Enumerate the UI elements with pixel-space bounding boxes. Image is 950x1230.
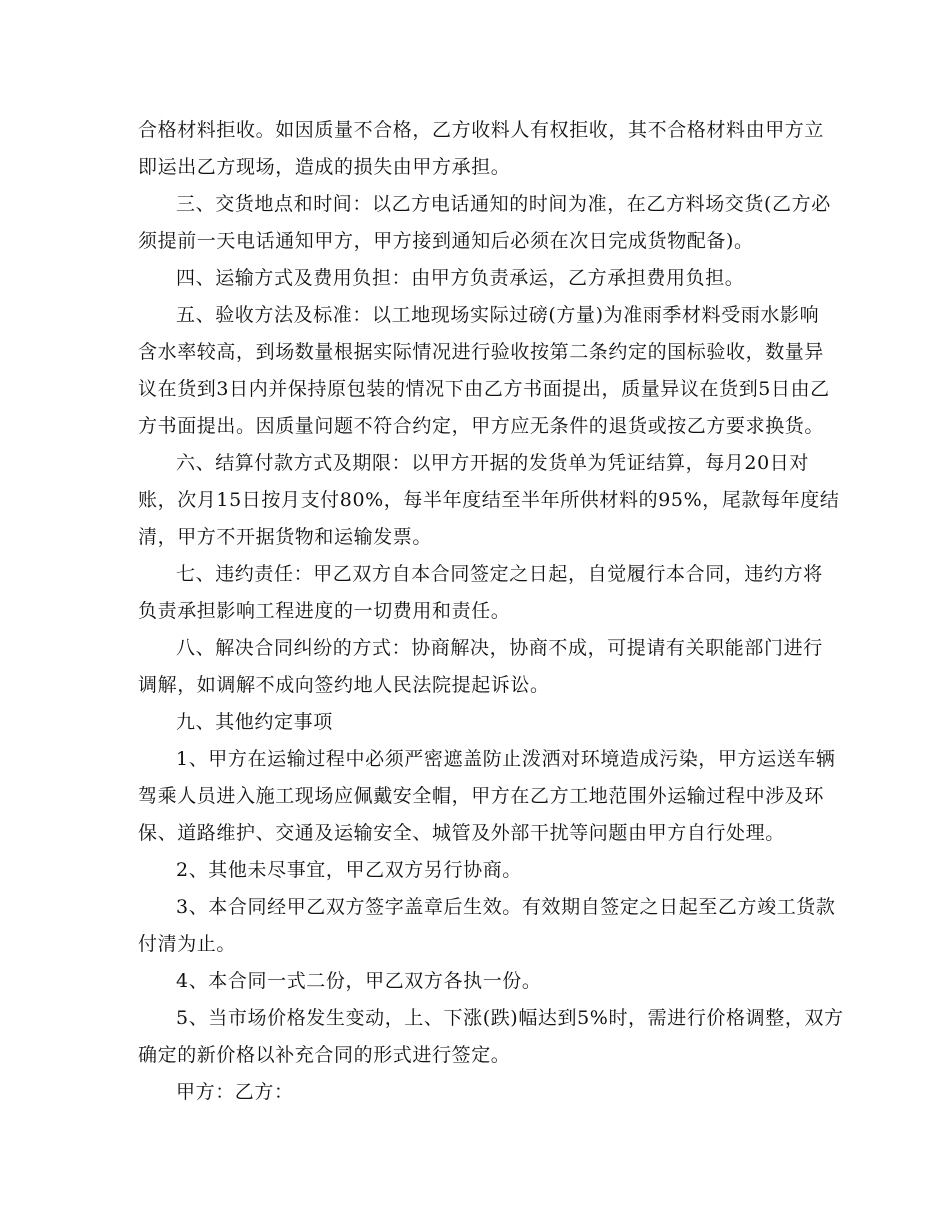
text-line: 须提前一天电话通知甲方，甲方接到通知后必须在次日完成货物配备)。 — [138, 230, 754, 252]
signature-line: 甲方：乙方： — [176, 1081, 294, 1103]
clause-7-line: 七、违约责任：甲乙双方自本合同签定之日起，自觉履行本合同，违约方将 — [176, 563, 823, 585]
text-line: 账，次月15日按月支付80%，每半年度结至半年所供材料的95%，尾款每年度结 — [138, 489, 840, 511]
text-line: 驾乘人员进入施工现场应佩戴安全帽，甲方在乙方工地范围外运输过程中涉及环 — [138, 785, 825, 807]
text-line: 含水率较高，到场数量根据实际情况进行验收按第二条约定的国标验收，数量异 — [138, 341, 825, 363]
item-2-line: 2、其他未尽事宜，甲乙双方另行协商。 — [176, 859, 522, 881]
text-line: 确定的新价格以补充合同的形式进行签定。 — [138, 1044, 511, 1066]
clause-9-heading: 九、其他约定事项 — [176, 711, 333, 733]
text-line: 议在货到3日内并保持原包装的情况下由乙方书面提出，质量异议在货到5日由乙 — [138, 378, 830, 400]
text-line: 保、道路维护、交通及运输安全、城管及外部干扰等问题由甲方自行处理。 — [138, 822, 785, 844]
text-line: 方书面提出。因质量问题不符合约定，甲方应无条件的退货或按乙方要求换货。 — [138, 415, 825, 437]
text-line: 合格材料拒收。如因质量不合格，乙方收料人有权拒收，其不合格材料由甲方立 — [138, 119, 825, 141]
item-1-line: 1、甲方在运输过程中必须严密遮盖防止泼洒对环境造成污染，甲方运送车辆 — [176, 748, 836, 770]
text-line: 即运出乙方现场，造成的损失由甲方承担。 — [138, 156, 511, 178]
text-line: 负责承担影响工程进度的一切费用和责任。 — [138, 600, 511, 622]
item-4-line: 4、本合同一式二份，甲乙双方各执一份。 — [176, 970, 542, 992]
item-3-line: 3、本合同经甲乙双方签字盖章后生效。有效期自签定之日起至乙方竣工货款 — [176, 896, 836, 918]
clause-5-line: 五、验收方法及标准：以工地现场实际过磅(方量)为准雨季材料受雨水影响 — [176, 304, 820, 326]
text-line: 付清为止。 — [138, 933, 237, 955]
item-5-line: 5、当市场价格发生变动，上、下涨(跌)幅达到5%时，需进行价格调整，双方 — [176, 1007, 844, 1029]
clause-6-line: 六、结算付款方式及期限：以甲方开据的发货单为凭证结算，每月20日对 — [176, 452, 809, 474]
clause-8-line: 八、解决合同纠纷的方式：协商解决，协商不成，可提请有关职能部门进行 — [176, 637, 823, 659]
text-line: 清，甲方不开据货物和运输发票。 — [138, 526, 433, 548]
text-line: 调解，如调解不成向签约地人民法院提起诉讼。 — [138, 674, 550, 696]
clause-4-line: 四、运输方式及费用负担：由甲方负责承运，乙方承担费用负担。 — [176, 267, 745, 289]
clause-3-line: 三、交货地点和时间：以乙方电话通知的时间为准，在乙方料场交货(乙方必 — [176, 193, 831, 215]
